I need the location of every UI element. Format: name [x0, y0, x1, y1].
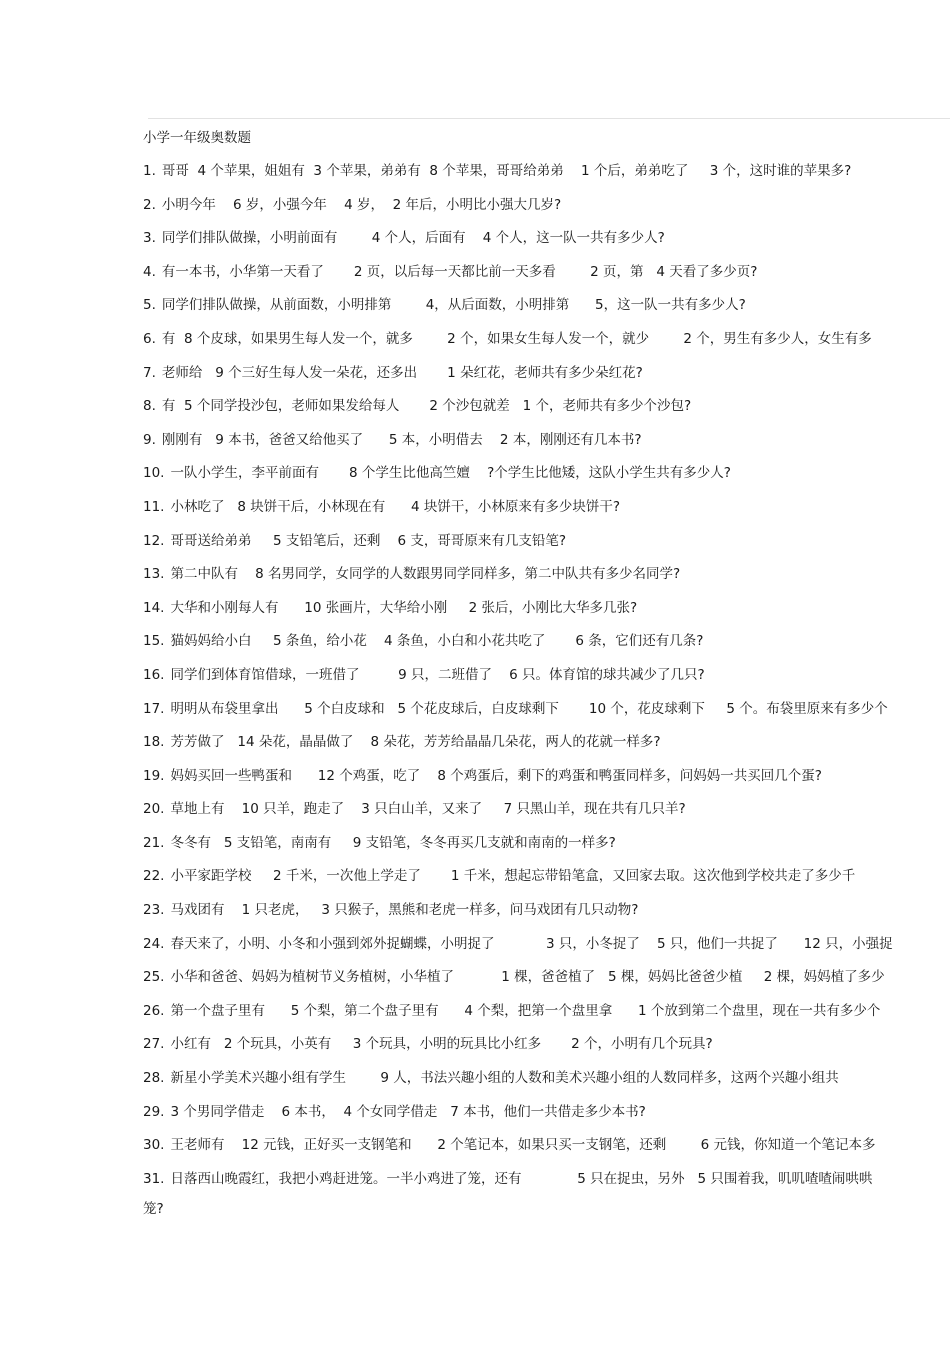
- question-number: 25.: [143, 969, 165, 986]
- question-text: 3 个男同学借走 6 本书， 4 个女同学借走 7 本书，他们一共借走多少本书?: [170, 1103, 646, 1120]
- question-number: 4.: [143, 263, 156, 280]
- question-number: 13.: [143, 566, 165, 583]
- question-text: 王老师有 12 元钱，正好买一支钢笔和 2 个笔记本，如果只买一支钢笔，还剩 6 元钱，你知道一个笔记本多: [170, 1137, 876, 1154]
- question-text: 日落西山晚霞红，我把小鸡赶进笼。一半小鸡进了笼，还有 5 只在捉虫，另外 5 只围着我，叽叽喳喳闹哄哄: [170, 1170, 873, 1187]
- question-number: 24.: [143, 935, 165, 952]
- question-number: 26.: [143, 1002, 165, 1019]
- question-number: 9.: [143, 431, 156, 448]
- question-number: 31.: [143, 1170, 165, 1187]
- question-number: 1.: [143, 163, 156, 179]
- question-item: [143, 600, 950, 616]
- question-item: [143, 499, 950, 515]
- question-item: [143, 398, 950, 414]
- question-text: 大华和小刚每人有 10 张画片，大华给小刚 2 张后，小刚比大华多几张?: [170, 599, 638, 616]
- document-title: 小学一年级奥数题: [143, 130, 251, 146]
- question-text: 小红有 2 个玩具，小英有 3 个玩具，小明的玩具比小红多 2 个，小明有几个玩具?: [170, 1036, 713, 1053]
- question-text: 刚刚有 9 本书，爸爸又给他买了 5 本，小明借去 2 本，刚刚还有几本书?: [161, 431, 642, 448]
- question-text: 芳芳做了 14 朵花，晶晶做了 8 朵花，芳芳给晶晶几朵花，两人的花就一样多?: [170, 734, 661, 751]
- question-text: 同学们到体育馆借球，一班借了 9 只，二班借了 6 只。体育馆的球共减少了几只?: [170, 666, 705, 683]
- question-item: [143, 331, 950, 347]
- question-number: 6.: [143, 330, 156, 347]
- question-number: 19.: [143, 767, 165, 784]
- question-text: 哥哥送给弟弟 5 支铅笔后，还剩 6 支，哥哥原来有几支铅笔?: [170, 532, 567, 549]
- question-item: [143, 1104, 950, 1120]
- question-text: 小华和爸爸、妈妈为植树节义务植树，小华植了 1 棵，爸爸植了 5 棵，妈妈比爸爸少植 2 棵，妈妈植了多少: [170, 969, 885, 986]
- question-item: [143, 297, 950, 313]
- question-number: 16.: [143, 666, 165, 683]
- question-number: 3.: [143, 230, 156, 247]
- question-text: 新星小学美术兴趣小组有学生 9 人，书法兴趣小组的人数和美术兴趣小组的人数同样多，这两个兴趣小组共: [170, 1070, 839, 1087]
- question-text: 草地上有 10 只羊，跑走了 3 只白山羊，又来了 7 只黑山羊，现在共有几只羊?: [170, 801, 686, 818]
- question-number: 30.: [143, 1137, 165, 1154]
- question-number: 21.: [143, 834, 165, 851]
- question-number: 27.: [143, 1036, 165, 1053]
- question-item: [143, 230, 950, 246]
- question-item: [143, 667, 950, 683]
- question-number: 28.: [143, 1070, 165, 1087]
- question-item: [143, 566, 950, 582]
- question-item: [143, 432, 950, 448]
- question-item: [143, 1171, 950, 1187]
- question-number: 8.: [143, 398, 156, 415]
- question-text: 小林吃了 8 块饼干后，小林现在有 4 块饼干，小林原来有多少块饼干?: [170, 498, 621, 515]
- question-item: [143, 1070, 950, 1086]
- question-number: 20.: [143, 801, 165, 818]
- question-item: [143, 633, 950, 649]
- question-text: 第一个盘子里有 5 个梨，第二个盘子里有 4 个梨，把第一个盘里拿 1 个放到第二个盘里，现在一共有多少个: [170, 1002, 881, 1019]
- question-item: [143, 868, 950, 884]
- question-text: 春天来了，小明、小冬和小强到郊外捉蝴蝶，小明捉了 3 只，小冬捉了 5 只，他们一共捉了 12 只，小强捉: [170, 935, 893, 952]
- question-number: 5.: [143, 297, 156, 314]
- question-number: 14.: [143, 599, 165, 616]
- question-number: 7.: [143, 364, 156, 381]
- question-item: [143, 163, 950, 179]
- question-number: 2.: [143, 196, 156, 213]
- question-text: 一队小学生，李平前面有 8 个学生比他高竺嬗 ?个学生比他矮，这队小学生共有多少人?: [170, 465, 731, 482]
- question-item: [143, 1137, 950, 1153]
- document-body: [143, 130, 950, 1217]
- question-item: [143, 734, 950, 750]
- question-item: [143, 801, 950, 817]
- question-text: 同学们排队做操，小明前面有 4 个人，后面有 4 个人，这一队一共有多少人?: [161, 230, 665, 247]
- question-text: 妈妈买回一些鸭蛋和 12 个鸡蛋，吃了 8 个鸡蛋后，剩下的鸡蛋和鸭蛋同样多，问妈妈一共买回几个蛋?: [170, 767, 822, 784]
- question-number: 17.: [143, 700, 165, 717]
- question-text: 哥哥 4 个苹果，姐姐有 3 个苹果，弟弟有 8 个苹果，哥哥给弟弟 1 个后，弟弟吃了 3 个，这时谁的苹果多?: [161, 163, 852, 179]
- question-item: [143, 768, 950, 784]
- question-text: 冬冬有 5 支铅笔，南南有 9 支铅笔，冬冬再买几支就和南南的一样多?: [170, 834, 616, 851]
- question-text: 小平家距学校 2 千米，一次他上学走了 1 千米，想起忘带铅笔盒，又回家去取。这次他到学校共走了多少千: [170, 868, 856, 885]
- question-number: 22.: [143, 868, 165, 885]
- question-number: 11.: [143, 498, 165, 515]
- question-31-continuation: 笼?: [143, 1201, 164, 1218]
- question-text: 马戏团有 1 只老虎， 3 只猴子，黑熊和老虎一样多，问马戏团有几只动物?: [170, 902, 639, 919]
- question-item: [143, 969, 950, 985]
- question-text: 有 8 个皮球，如果男生每人发一个，就多 2 个，如果女生每人发一个，就少 2 个，男生有多少人，女生有多: [161, 330, 872, 347]
- question-item: [143, 197, 950, 213]
- question-item: [143, 1003, 950, 1019]
- question-text: 老师给 9 个三好生每人发一朵花，还多出 1 朵红花，老师共有多少朵红花?: [161, 364, 643, 381]
- question-number: 15.: [143, 633, 165, 650]
- question-item: [143, 365, 950, 381]
- question-number: 23.: [143, 902, 165, 919]
- question-text: 小明今年 6 岁，小强今年 4 岁， 2 年后，小明比小强大几岁?: [161, 196, 562, 213]
- question-item: [143, 902, 950, 918]
- question-item: [143, 533, 950, 549]
- question-item: [143, 701, 950, 717]
- question-number: 12.: [143, 532, 165, 549]
- question-text: 有一本书，小华第一天看了 2 页，以后每一天都比前一天多看 2 页，第 4 天看了多少页?: [161, 263, 758, 280]
- question-text: 明明从布袋里拿出 5 个白皮球和 5 个花皮球后，白皮球剩下 10 个，花皮球剩下 5 个。布袋里原来有多少个: [170, 700, 888, 717]
- question-text: 有 5 个同学投沙包，老师如果发给每人 2 个沙包就差 1 个，老师共有多少个沙包?: [161, 398, 692, 415]
- question-text: 第二中队有 8 名男同学，女同学的人数跟男同学同样多，第二中队共有多少名同学?: [170, 566, 681, 583]
- question-item: [143, 936, 950, 952]
- top-divider: [148, 118, 950, 119]
- question-item: [143, 465, 950, 481]
- question-number: 18.: [143, 734, 165, 751]
- question-list: [143, 163, 950, 1187]
- question-text: 同学们排队做操，从前面数，小明排第 4，从后面数，小明排第 5，这一队一共有多少人?: [161, 297, 746, 314]
- question-number: 10.: [143, 465, 165, 482]
- question-number: 29.: [143, 1103, 165, 1120]
- question-item: [143, 835, 950, 851]
- question-item: [143, 1036, 950, 1052]
- question-text: 猫妈妈给小白 5 条鱼，给小花 4 条鱼，小白和小花共吃了 6 条，它们还有几条?: [170, 633, 704, 650]
- question-item: [143, 264, 950, 280]
